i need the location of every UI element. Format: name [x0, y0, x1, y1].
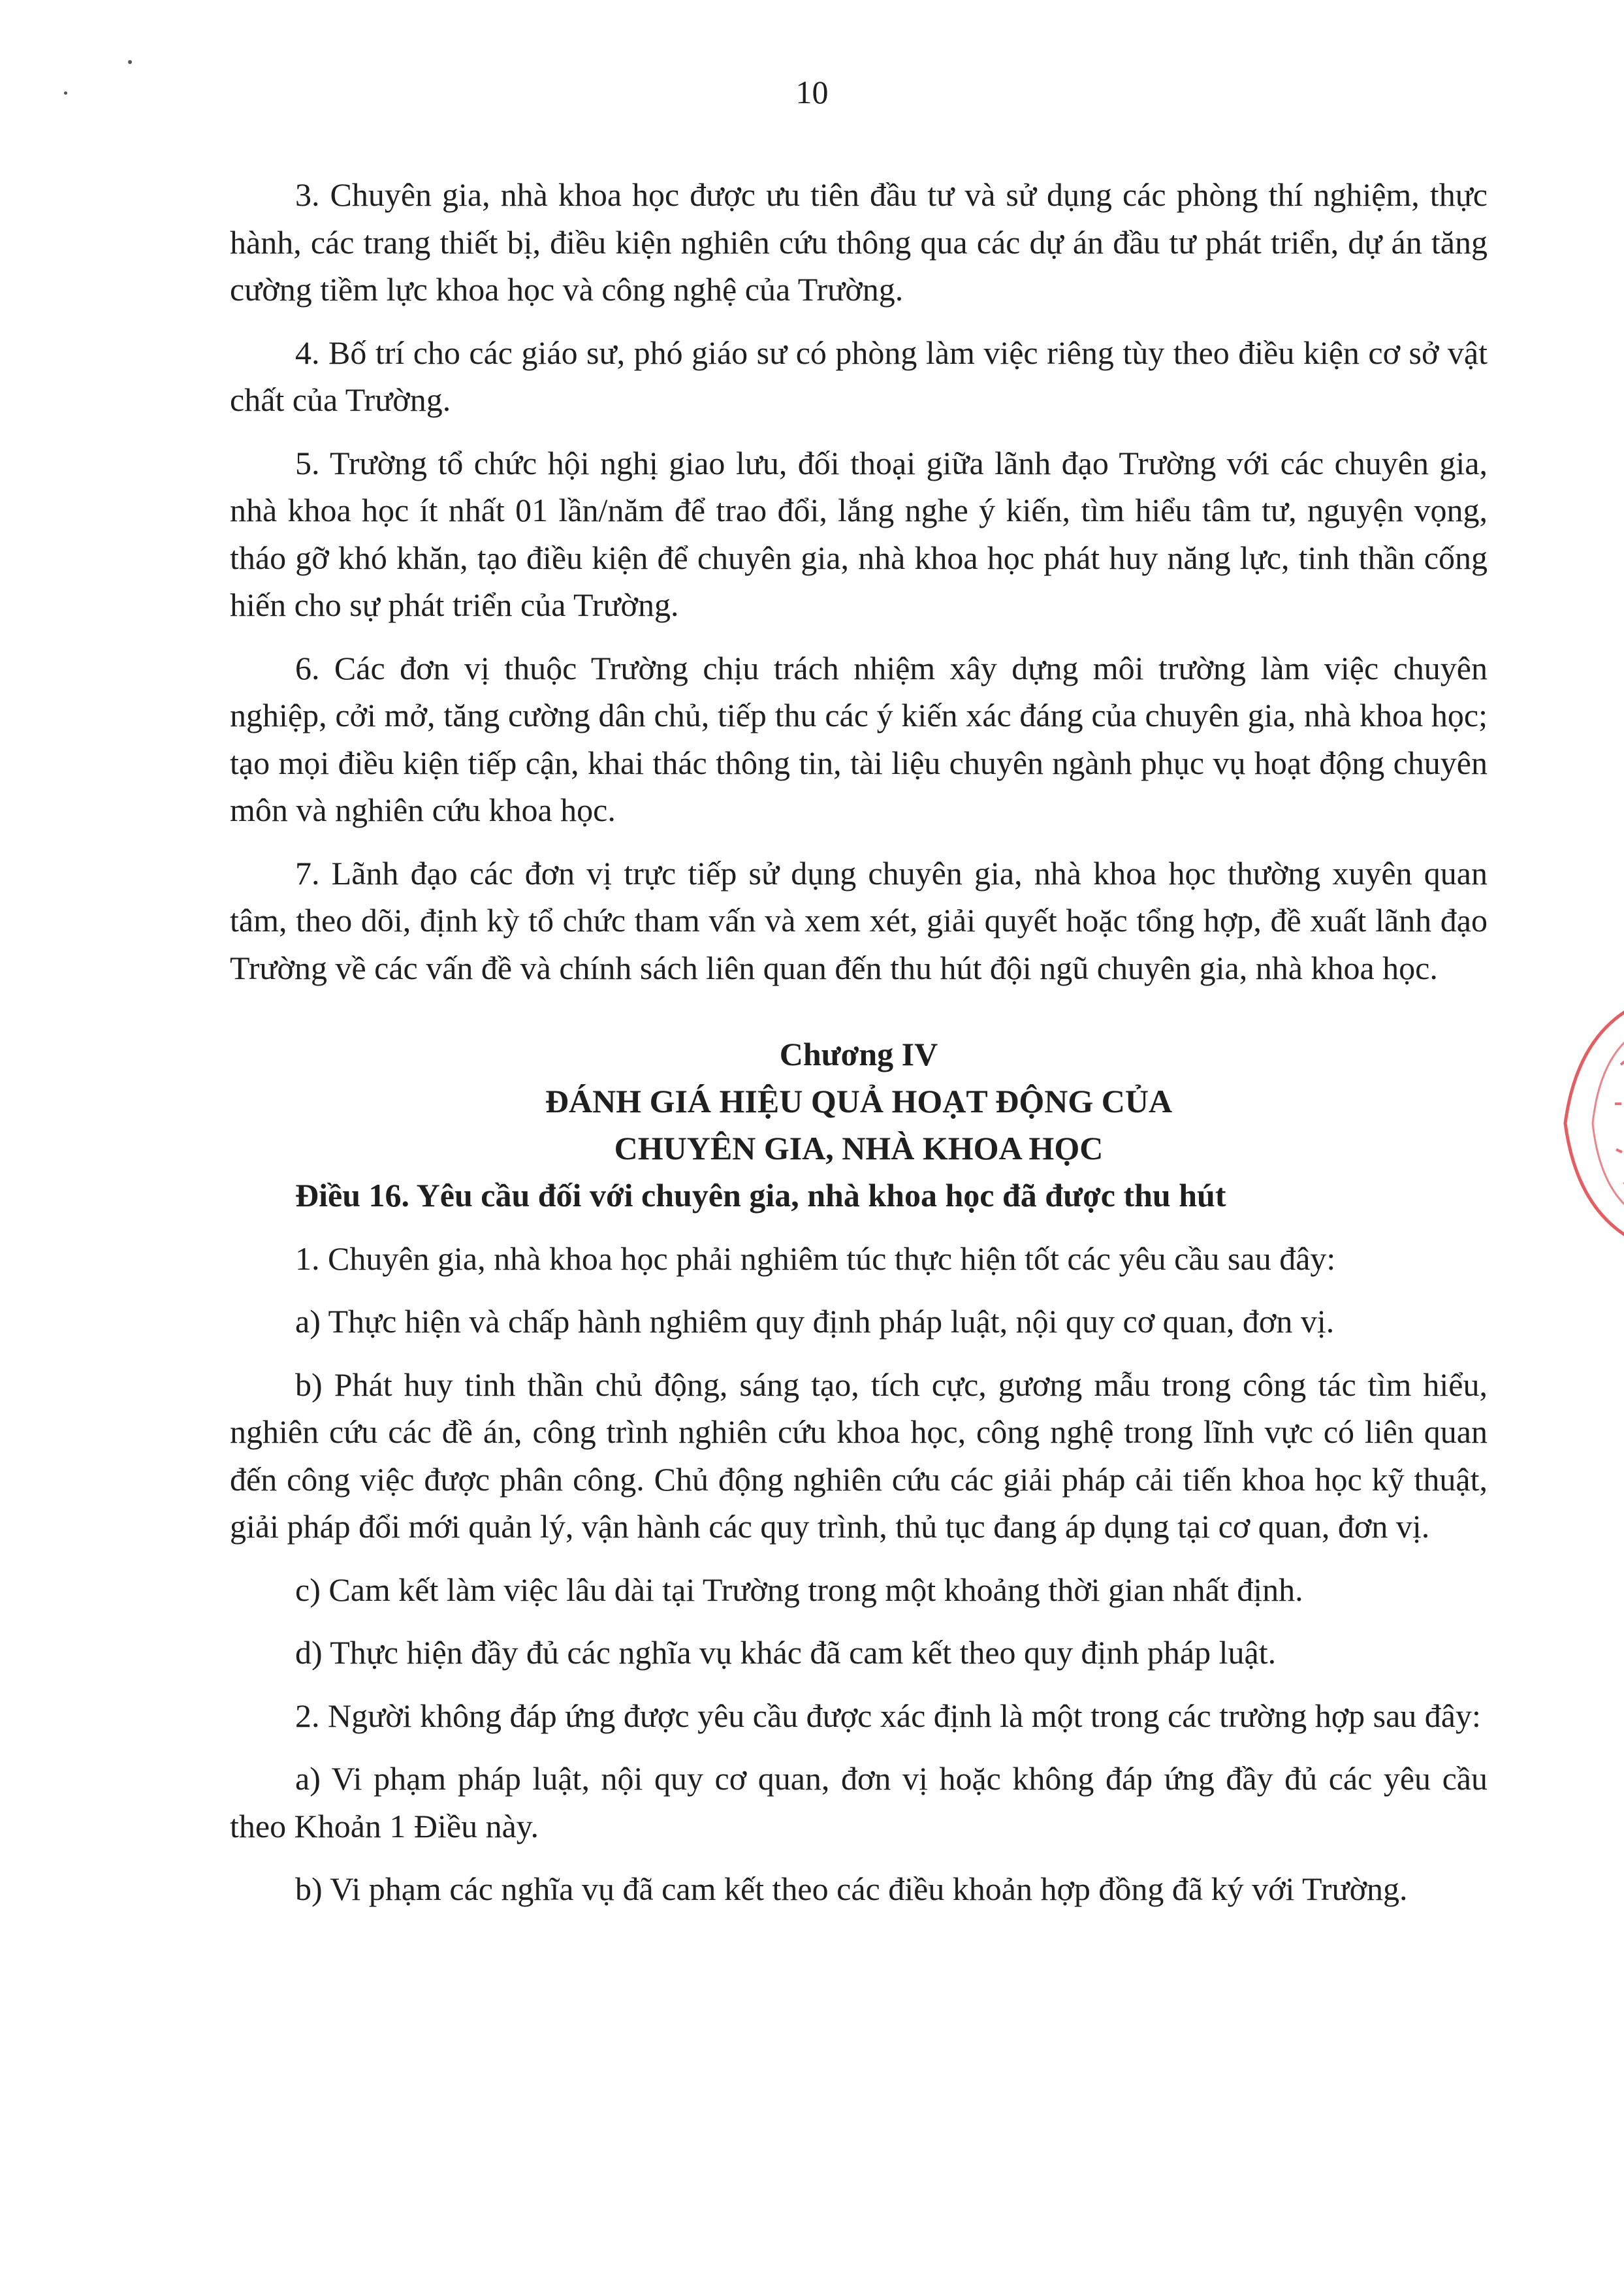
article-point-1a: a) Thực hiện và chấp hành nghiêm quy định pháp luật, nội quy cơ quan, đơn vị.: [295, 1303, 1335, 1340]
article-clause-1: 1. Chuyên gia, nhà khoa học phải nghiêm túc thực hiện tốt các yêu cầu sau đây:: [295, 1240, 1336, 1277]
scan-speck: [128, 60, 132, 64]
chapter-heading: [230, 1031, 1488, 1172]
chapter-number: Chương IV: [779, 1036, 938, 1072]
chapter-title-line-2: CHUYÊN GIA, NHÀ KHOA HỌC: [614, 1130, 1104, 1166]
document-body: [230, 171, 1488, 1929]
red-seal-stamp-fragment: [1552, 986, 1624, 1261]
article-title: Điều 16. Yêu cầu đối với chuyên gia, nhà khoa học đã được thu hút: [295, 1177, 1226, 1213]
article-point-1c: c) Cam kết làm việc lâu dài tại Trường trong một khoảng thời gian nhất định.: [295, 1571, 1303, 1608]
paragraph-7: 7. Lãnh đạo các đơn vị trực tiếp sử dụng chuyên gia, nhà khoa học thường xuyên quan tâm, theo dõi, định kỳ tổ chức tham vấn và xem xét, giải quyết hoặc tổng hợp, đề xuất lãnh đạo Trường về các vấn đề và chính sách liên quan đến thu hút đội ngũ chuyên gia, nhà khoa học.: [230, 854, 1488, 986]
article-clause-2: 2. Người không đáp ứng được yêu cầu được xác định là một trong các trường hợp sau đây:: [295, 1697, 1481, 1734]
article-point-2b: b) Vi phạm các nghĩa vụ đã cam kết theo các điều khoản hợp đồng đã ký với Trường.: [295, 1871, 1408, 1907]
paragraph-4: 4. Bố trí cho các giáo sư, phó giáo sư có phòng làm việc riêng tùy theo điều kiện cơ sở vật chất của Trường.: [230, 334, 1488, 418]
article-point-2a: a) Vi phạm pháp luật, nội quy cơ quan, đơn vị hoặc không đáp ứng đầy đủ các yêu cầu theo Khoản 1 Điều này.: [230, 1760, 1488, 1844]
paragraph-3: 3. Chuyên gia, nhà khoa học được ưu tiên đầu tư và sử dụng các phòng thí nghiệm, thực hành, các trang thiết bị, điều kiện nghiên cứu thông qua các dự án đầu tư phát triển, dự án tăng cường tiềm lực khoa học và công nghệ của Trường.: [230, 176, 1488, 308]
article-point-1d: d) Thực hiện đầy đủ các nghĩa vụ khác đã cam kết theo quy định pháp luật.: [295, 1634, 1277, 1671]
article-point-1b: b) Phát huy tinh thần chủ động, sáng tạo, tích cực, gương mẫu trong công tác tìm hiểu, nghiên cứu các đề án, công trình nghiên cứu khoa học, công nghệ trong lĩnh vực có liên quan đến công việc được phân công. Chủ động nghiên cứu các giải pháp cải tiến khoa học kỹ thuật, giải pháp đổi mới quản lý, vận hành các quy trình, thủ tục đang áp dụng tại cơ quan, đơn vị.: [230, 1366, 1488, 1545]
chapter-title-line-1: ĐÁNH GIÁ HIỆU QUẢ HOẠT ĐỘNG CỦA: [545, 1083, 1173, 1119]
page-number: 10: [795, 74, 829, 110]
paragraph-6: 6. Các đơn vị thuộc Trường chịu trách nhiệm xây dựng môi trường làm việc chuyên nghiệp, cởi mở, tăng cường dân chủ, tiếp thu các ý kiến xác đáng của chuyên gia, nhà khoa học; tạo mọi điều kiện tiếp cận, khai thác thông tin, tài liệu chuyên ngành phục vụ hoạt động chuyên môn và nghiên cứu khoa học.: [230, 649, 1488, 828]
paragraph-5: 5. Trường tổ chức hội nghị giao lưu, đối thoại giữa lãnh đạo Trường với các chuyên gia, nhà khoa học ít nhất 01 lần/năm để trao đổi, lắng nghe ý kiến, tìm hiểu tâm tư, nguyện vọng, tháo gỡ khó khăn, tạo điều kiện để chuyên gia, nhà khoa học phát huy năng lực, tinh thần cống hiến cho sự phát triển của Trường.: [230, 444, 1488, 623]
